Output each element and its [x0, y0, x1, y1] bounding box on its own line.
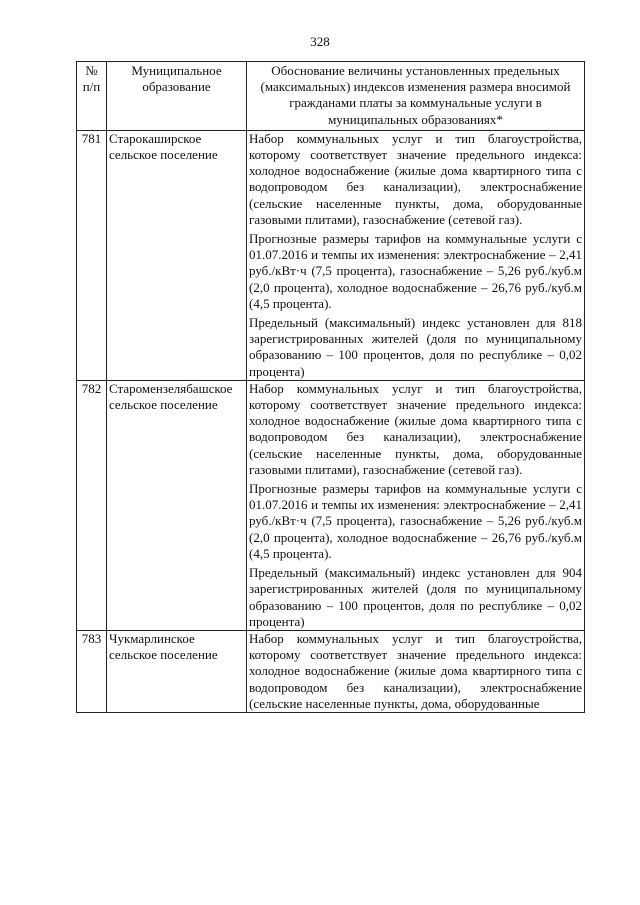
justification-cell [247, 380, 585, 630]
utilities-set-paragraph: Набор коммунальных услуг и тип благоустройства, которому соответствует значение предельного индекса: холодное водоснабжение (жилые дома квартирного типа с водопроводом без канализации), электроснабжение (сельские населенные пункты, дома, оборудованные газовыми плитами), газоснабжение (сетевой газ). [249, 130, 582, 227]
header-number: № п/п [77, 62, 107, 131]
justification-cell [247, 630, 585, 712]
utilities-set-paragraph: Набор коммунальных услуг и тип благоустройства, которому соответствует значение предельного индекса: холодное водоснабжение (жилые дома квартирного типа с водопроводом без канализации), электроснабжение (сельские населенные пункты, дома, оборудованные газовыми плитами), газоснабжение (сетевой газ). [249, 380, 582, 477]
justification-cell [247, 130, 585, 380]
residents-paragraph: Предельный (максимальный) индекс установлен для 818 зарегистрированных жителей (доля по муниципальному образованию – 100 процентов, доля по республике – 0,02 процента) [249, 315, 582, 379]
tariffs-paragraph: Прогнозные размеры тарифов на коммунальные услуги с 01.07.2016 и темпы их изменения: электроснабжение – 2,41 руб./кВт·ч (7,5 процента), газоснабжение – 5,26 руб./куб.м (2,0 процента), холодное водоснабжение – 26,76 руб./куб.м (4,5 процента). [249, 231, 582, 311]
table-row [77, 130, 585, 380]
municipality-name: Чукмарлинское сельское поселение [107, 630, 247, 712]
municipal-index-table [76, 61, 585, 713]
table-row [77, 380, 585, 630]
tariffs-paragraph: Прогнозные размеры тарифов на коммунальные услуги с 01.07.2016 и темпы их изменения: электроснабжение – 2,41 руб./кВт·ч (7,5 процента), газоснабжение – 5,26 руб./куб.м (2,0 процента), холодное водоснабжение – 26,76 руб./куб.м (4,5 процента). [249, 481, 582, 561]
page-number: 328 [310, 34, 330, 49]
residents-paragraph: Предельный (максимальный) индекс установлен для 904 зарегистрированных жителей (доля по муниципальному образованию – 100 процентов, доля по республике – 0,02 процента) [249, 565, 582, 629]
row-number: 783 [77, 630, 107, 712]
municipality-name: Старокаширское сельское поселение [107, 130, 247, 380]
table-header-row [77, 62, 585, 131]
row-number: 781 [77, 130, 107, 380]
municipality-name: Старомензелябашское сельское поселение [107, 380, 247, 630]
utilities-set-paragraph: Набор коммунальных услуг и тип благоустройства, которому соответствует значение предельного индекса: холодное водоснабжение (жилые дома квартирного типа с водопроводом без канализации), электроснабжение (сельские населенные пункты, дома, оборудованные [249, 630, 582, 711]
row-number: 782 [77, 380, 107, 630]
table-row [77, 630, 585, 712]
header-justification: Обоснование величины установленных предельных (максимальных) индексов изменения размера вносимой гражданами платы за коммунальные услуги в муниципальных образованиях* [247, 62, 585, 131]
header-municipality: Муниципальное образование [107, 62, 247, 131]
